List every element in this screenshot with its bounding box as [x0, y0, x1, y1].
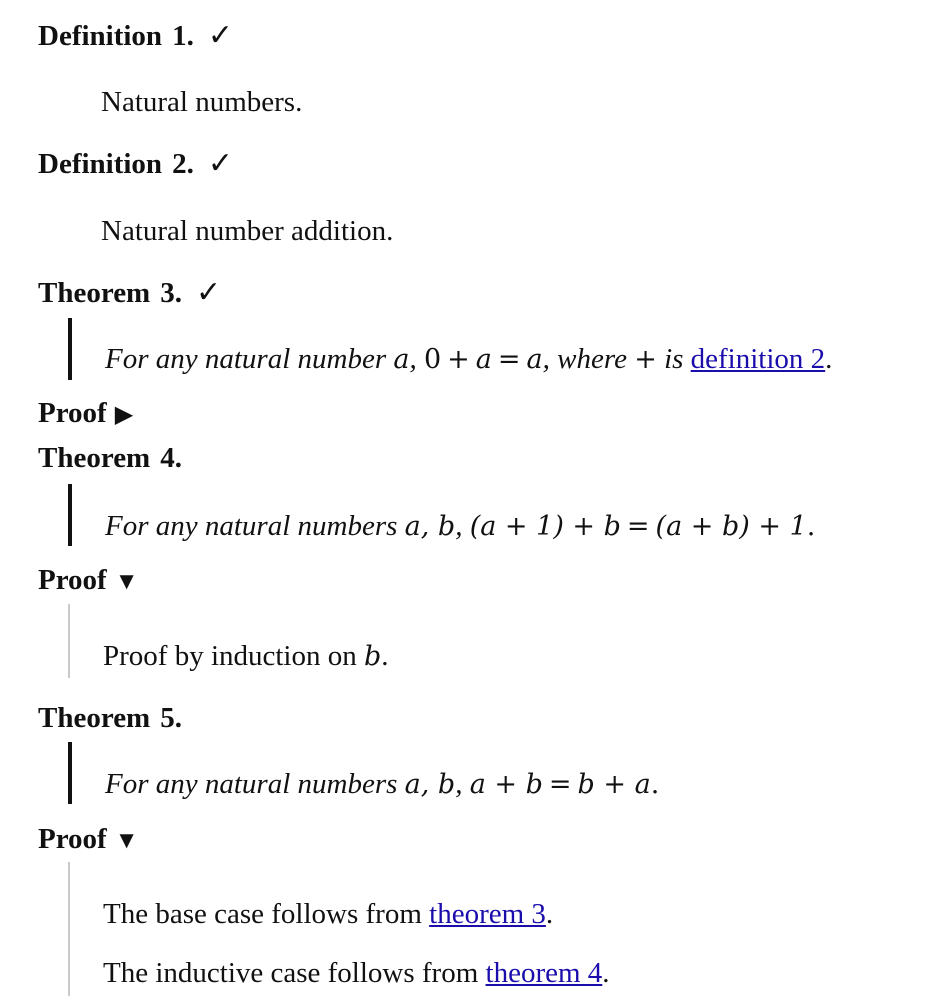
theorem-3-text: , [409, 343, 424, 375]
proof-3-toggle[interactable] [38, 395, 133, 433]
theorem-5-text: . [650, 769, 660, 800]
definition-2-kind: Definition [38, 148, 163, 180]
theorem-5-bar [68, 742, 72, 804]
definition-2-link[interactable]: definition 2 [690, 343, 826, 375]
theorem-3-kind: Theorem [38, 277, 151, 309]
definition-1-number: 1. [172, 20, 194, 52]
definition-1-kind: Definition [38, 20, 163, 52]
theorem-5-statement [105, 766, 659, 803]
theorem-4-number: 4. [160, 442, 182, 474]
math-var: b [364, 641, 382, 672]
theorem-3-number: 3. [160, 277, 182, 309]
theorem-3-text: , where [542, 343, 635, 375]
proof-5-sentence: . [602, 957, 610, 989]
proof-4-toggle[interactable] [38, 562, 139, 600]
math-operator: = [497, 344, 521, 375]
proof-5-line-1 [103, 896, 553, 932]
math-vars: a, b [404, 511, 456, 542]
theorem-4-text: . [806, 511, 816, 542]
theorem-4-kind: Theorem [38, 442, 151, 474]
theorem-5-heading [38, 700, 182, 736]
math-operator: = [626, 511, 650, 542]
math-number: 0 [423, 344, 442, 375]
math-var: a [475, 344, 492, 375]
math-expression-rhs: (a + b) + 1 [655, 511, 807, 542]
theorem-4-link[interactable]: theorem 4 [485, 957, 603, 989]
definition-2-number: 2. [172, 148, 194, 180]
collapsed-triangle-icon: ▶ [114, 402, 134, 428]
theorem-5-text: For any natural numbers [105, 768, 405, 800]
proof-5-bar [68, 862, 70, 996]
proof-5-sentence: . [545, 898, 554, 930]
math-operator: + [634, 344, 657, 375]
math-var: a [526, 344, 543, 375]
theorem-5-text: , [455, 768, 470, 800]
math-expression-lhs: (a + 1) + b [469, 511, 621, 542]
proof-4-sentence: Proof by induction on [103, 640, 364, 672]
theorem-3-bar [68, 318, 72, 380]
math-expression-rhs: b + a [577, 769, 651, 800]
definition-2-heading [38, 146, 233, 182]
theorem-4-text: , [455, 510, 470, 542]
theorem-3-link[interactable]: theorem 3 [429, 898, 546, 930]
proof-4-bar [68, 604, 70, 678]
theorem-4-statement [105, 508, 815, 545]
theorem-3-text: For any natural number [105, 343, 394, 375]
expanded-triangle-icon: ▼ [114, 569, 139, 595]
theorem-3-statement [105, 341, 832, 378]
proof-5-line-2 [103, 955, 610, 991]
proof-4-sentence: . [381, 640, 389, 672]
theorem-3-heading [38, 275, 221, 311]
theorem-4-bar [68, 484, 72, 546]
math-vars: a, b [404, 769, 456, 800]
definition-1-heading [38, 18, 233, 54]
expanded-triangle-icon: ▼ [114, 828, 139, 854]
theorem-5-number: 5. [160, 702, 182, 734]
proof-label: Proof [38, 397, 107, 429]
math-operator: + [447, 344, 470, 375]
proof-label: Proof [38, 823, 107, 855]
definition-2-text: Natural number addition. [101, 215, 394, 247]
math-expression-lhs: a + b [469, 769, 543, 800]
definition-1-text: Natural numbers. [101, 86, 303, 118]
proof-5-sentence: The inductive case follows from [103, 957, 486, 989]
checkmark-icon: ✓ [207, 19, 233, 52]
theorem-4-text: For any natural numbers [105, 510, 405, 542]
proof-5-toggle[interactable] [38, 821, 139, 859]
proof-5-sentence: The base case follows from [103, 898, 430, 930]
theorem-3-text: . [825, 343, 833, 375]
proof-label: Proof [38, 564, 107, 596]
checkmark-icon: ✓ [195, 276, 222, 309]
theorem-3-text: is [656, 343, 691, 375]
checkmark-icon: ✓ [207, 147, 233, 180]
math-var: a [393, 344, 410, 375]
theorem-5-kind: Theorem [38, 702, 151, 734]
theorem-4-heading [38, 440, 182, 476]
math-operator: = [548, 769, 572, 800]
proof-4-text [103, 638, 389, 675]
